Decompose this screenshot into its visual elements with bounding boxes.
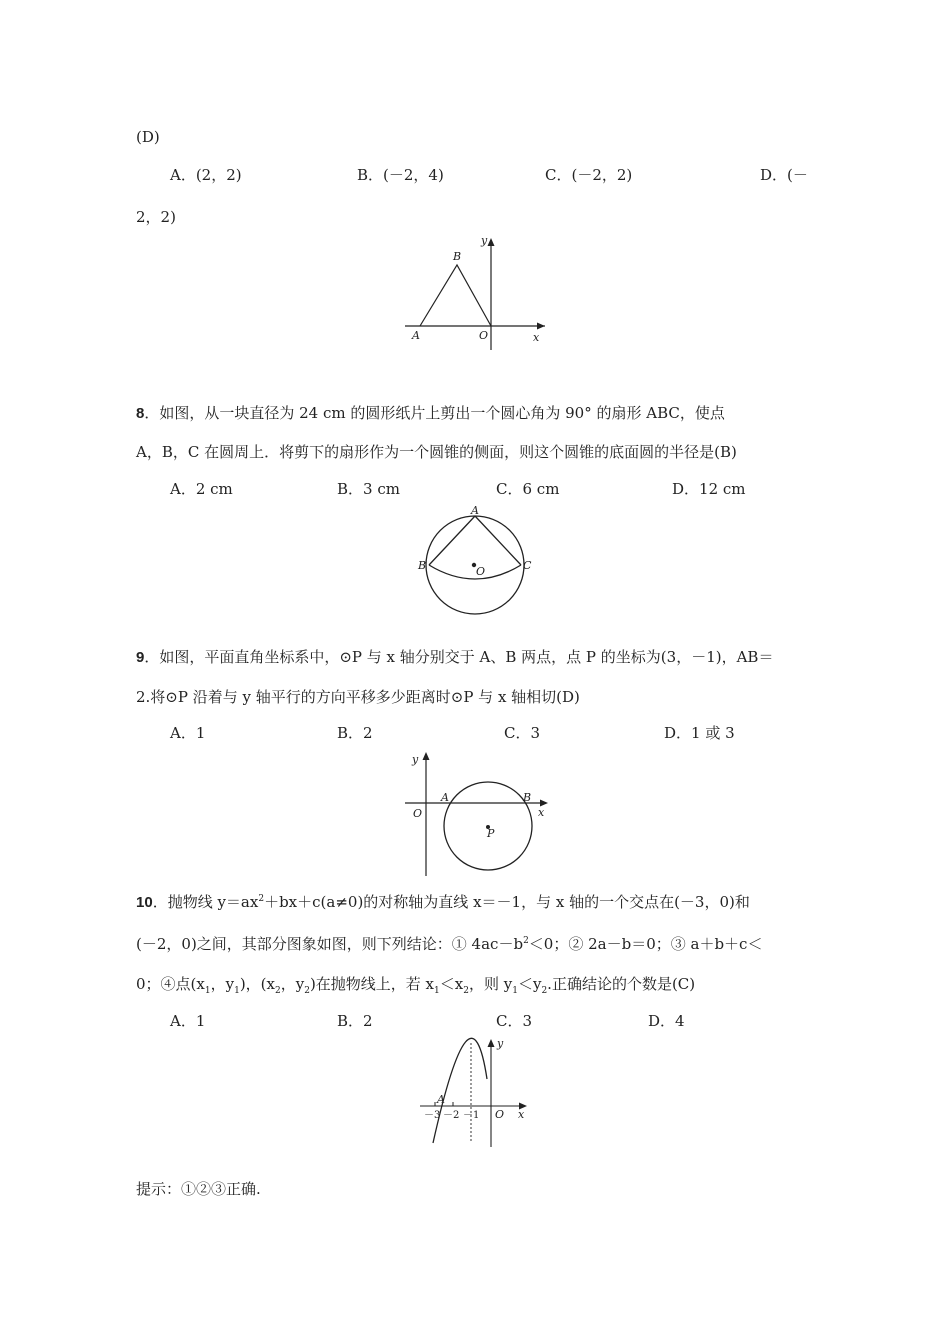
q10-stem-line-3 [136, 973, 695, 996]
q8-option-b: B．3 cm [337, 480, 400, 498]
q7-option-a: A．(2，2) [170, 166, 242, 184]
q10-line-3-a: 0；④点(x [136, 975, 205, 993]
q10-line-3-e: )在抛物线上，若 x [309, 975, 435, 993]
q8-label-c: C [523, 559, 532, 572]
q10-parabola [433, 1038, 487, 1143]
q7-label-a: A [412, 329, 420, 342]
q10-sub-5: 1 [434, 986, 440, 996]
q7-triangle [420, 265, 491, 326]
q7-figure [400, 232, 550, 347]
q8-segment-ab [429, 516, 475, 565]
q10-line-1-b: ＋bx＋c(a≠0)的对称轴为直线 x＝－1，与 x 轴的一个交点在(－3，0)和 [264, 893, 750, 911]
q8-label-a: A [471, 504, 479, 517]
q10-sub-8: 2 [541, 986, 548, 996]
q10-line-2-b: ＜0；② 2a－b＝0；③ a＋b＋c＜ [528, 935, 763, 953]
q9-label-a: A [441, 791, 449, 804]
q9-line-1-text: ．如图，平面直角坐标系中，⊙P 与 x 轴分别交于 A、B 两点，点 P 的坐标为(3，－1)，AB＝ [144, 648, 774, 666]
q10-label-x: x [518, 1108, 525, 1121]
q8-option-c: C．6 cm [496, 480, 560, 498]
q10-line-3-b: ，y [210, 975, 235, 993]
q10-sub-4: 2 [304, 986, 310, 996]
q10-sub-7: 1 [512, 986, 518, 996]
q8-stem-line-1 [136, 402, 725, 423]
q9-label-y: y [412, 753, 419, 766]
q10-line-2-sup: 2 [523, 936, 529, 946]
q9-stem-line-1 [136, 646, 773, 667]
q7-option-b: B．(－2，4) [357, 166, 444, 184]
q7-label-b: B [453, 250, 462, 263]
q9-option-d: D．1 或 3 [664, 724, 735, 742]
q10-label-y: y [497, 1037, 504, 1050]
q10-label-m3: －3 [424, 1110, 441, 1121]
q8-number: 8 [136, 405, 145, 422]
q10-label-m1: －1 [463, 1110, 480, 1121]
q8-option-d: D．12 cm [672, 480, 746, 498]
q10-line-3-i: .正确结论的个数是(C) [547, 975, 696, 993]
q10-sub-3: 2 [274, 986, 281, 996]
q10-option-a: A．1 [170, 1012, 206, 1030]
q8-label-b: B [418, 559, 427, 572]
q10-sub-1: 1 [204, 986, 211, 996]
q10-stem-line-2 [136, 933, 762, 954]
q10-line-3-c: )，(x [239, 975, 275, 993]
q8-option-a: A．2 cm [170, 480, 233, 498]
q8-stem-line-2: A，B，C 在圆周上．将剪下的扇形作为一个圆锥的侧面，则这个圆锥的底面圆的半径是(B) [136, 443, 737, 461]
q9-label-p: P [487, 827, 495, 840]
q10-line-3-d: ，y [280, 975, 305, 993]
q9-number: 9 [136, 649, 145, 666]
q9-option-b: B．2 [337, 724, 373, 742]
q9-label-x: x [538, 806, 545, 819]
q10-line-1-sup: 2 [258, 894, 265, 904]
q7-x-arrow [537, 323, 545, 330]
q7-label-o: O [479, 329, 489, 342]
q10-option-d: D．4 [648, 1012, 685, 1030]
q8-arc-bc [429, 565, 521, 579]
q7-y-arrow [488, 238, 495, 246]
q7-label-y: y [481, 234, 488, 247]
q8-line-1-text: ．如图，从一块直径为 24 cm 的圆形纸片上剪出一个圆心角为 90° 的扇形 ABC，使点 [144, 404, 725, 422]
hint-text: 提示：①②③正确. [136, 1180, 261, 1198]
q7-answer-line: (D) [136, 128, 160, 146]
q8-figure [410, 502, 540, 620]
q10-line-3-f: ＜x [439, 975, 464, 993]
q8-segment-ac [475, 516, 521, 565]
q9-label-b: B [523, 791, 532, 804]
q9-label-o: O [413, 807, 423, 820]
q10-label-a: A [437, 1093, 445, 1106]
q8-label-o: O [476, 565, 486, 578]
q9-option-a: A．1 [170, 724, 206, 742]
q10-line-3-g: ，则 y [468, 975, 513, 993]
q10-number: 10 [136, 894, 153, 911]
q10-figure [415, 1035, 535, 1153]
q9-stem-line-2: 2.将⊙P 沿着与 y 轴平行的方向平移多少距离时⊙P 与 x 轴相切(D) [136, 688, 580, 706]
q10-label-m2: －2 [443, 1110, 460, 1121]
q7-option-d: D．(－ [760, 166, 808, 184]
q10-stem-line-1 [136, 891, 750, 912]
q10-line-2-a: (－2，0)之间，其部分图象如图，则下列结论：① 4ac－b [136, 935, 524, 953]
q10-label-o: O [495, 1108, 505, 1121]
q10-y-arrow [488, 1039, 495, 1047]
q10-option-b: B．2 [337, 1012, 373, 1030]
q10-sub-6: 2 [463, 986, 469, 996]
q7-option-c: C．(－2，2) [545, 166, 633, 184]
q9-figure [400, 748, 550, 878]
q10-line-3-h: ＜y [517, 975, 542, 993]
q10-line-1-a: ．抛物线 y＝ax [152, 893, 259, 911]
q7-label-x: x [533, 331, 540, 344]
q7-option-d-wrap: 2，2) [136, 208, 176, 226]
q10-sub-2: 1 [234, 986, 240, 996]
q9-option-c: C．3 [504, 724, 541, 742]
q9-y-arrow [423, 752, 430, 760]
q10-option-c: C．3 [496, 1012, 533, 1030]
